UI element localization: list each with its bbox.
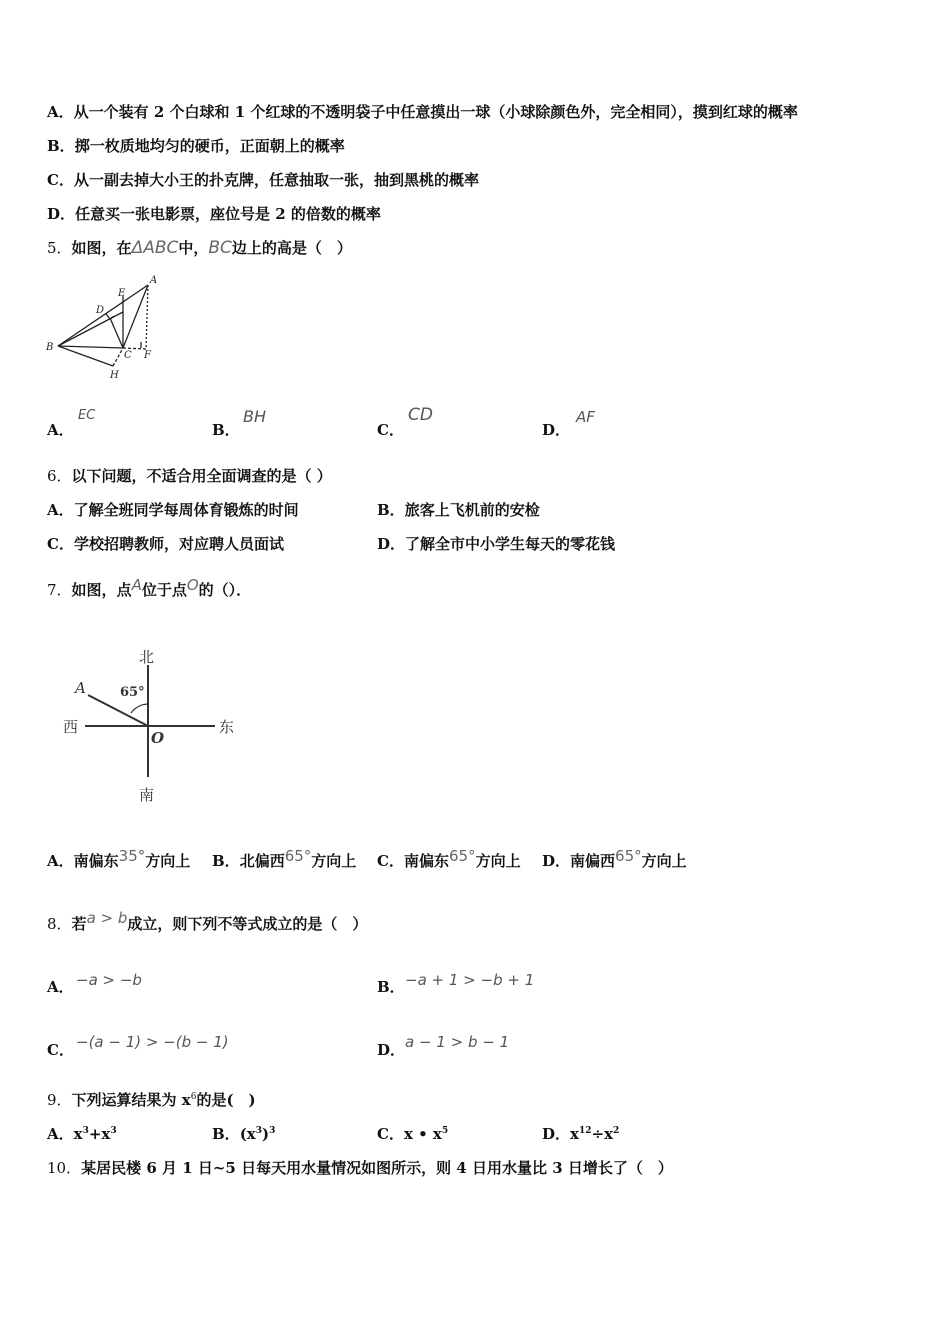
option-text: 从一个装有 2 个白球和 1 个红球的不透明袋子中任意摸出一球（小球除颜色外，完全相同），摸到红球的概率 xyxy=(73,103,798,121)
option-angle: 65° xyxy=(615,847,642,865)
option-label: B． xyxy=(377,501,405,519)
label-b: B xyxy=(46,342,54,353)
q8-option-c-value: −(a − 1) > −(b − 1) xyxy=(76,1033,229,1051)
stem-text: 成立，则下列不等式成立的是（ ） xyxy=(127,915,368,933)
option-label: D． xyxy=(542,852,571,870)
q6-option-a[interactable] xyxy=(47,500,299,520)
label-east: 东 xyxy=(219,718,235,736)
q7-stem xyxy=(47,576,252,600)
option-text: 方向上 xyxy=(475,852,521,870)
q7-option-c[interactable] xyxy=(377,847,521,871)
label-west: 西 xyxy=(63,718,79,736)
q8-option-b[interactable] xyxy=(377,977,405,997)
math-point-a: A xyxy=(131,576,142,594)
option-label: A． xyxy=(47,978,74,996)
option-op: ÷x xyxy=(591,1125,614,1143)
option-label: C． xyxy=(377,852,404,870)
q8-stem xyxy=(47,909,368,934)
q7-option-a[interactable] xyxy=(47,847,191,871)
q8-option-a[interactable] xyxy=(47,977,74,997)
option-angle: 65° xyxy=(284,847,312,865)
stem-text: 的（）． xyxy=(198,581,252,599)
option-base: (x xyxy=(239,1125,256,1143)
angle-arc xyxy=(131,704,148,713)
option-text: 方向上 xyxy=(641,852,687,870)
q5-stem xyxy=(47,238,352,258)
line-af xyxy=(146,285,148,349)
label-a: A xyxy=(150,275,158,286)
exponent: 3 xyxy=(110,1126,117,1136)
q8-option-c[interactable] xyxy=(47,1040,74,1060)
stem-text: 如图，点 xyxy=(71,581,132,599)
math-condition: a > b xyxy=(86,909,128,927)
option-label: B． xyxy=(47,137,75,155)
exponent: 3 xyxy=(82,1126,89,1136)
math-side: BC xyxy=(208,238,232,258)
label-d: D xyxy=(96,305,105,316)
option-op: ) xyxy=(262,1125,270,1143)
option-label: C． xyxy=(377,421,404,439)
stem-text: 若 xyxy=(71,915,87,933)
question-number: 6． xyxy=(47,467,72,485)
math-point-o: O xyxy=(186,576,199,594)
line-ca xyxy=(123,285,148,348)
q5-option-b[interactable] xyxy=(212,420,240,440)
line-dc xyxy=(110,318,123,348)
exponent: 6 xyxy=(190,1092,197,1102)
q8-option-d[interactable] xyxy=(377,1040,405,1060)
question-number: 8． xyxy=(47,915,72,933)
option-text: 学校招聘教师，对应聘人员面试 xyxy=(73,535,284,553)
q9-stem xyxy=(47,1090,256,1110)
q10-stem xyxy=(47,1158,673,1178)
stem-text: 如图，在 xyxy=(71,239,132,257)
q8-option-b-value: −a + 1 > −b + 1 xyxy=(405,971,535,989)
q6-option-d[interactable] xyxy=(377,534,615,554)
label-north: 北 xyxy=(139,648,155,666)
stem-text: 以下问题，不适合用全面调查的是（ ） xyxy=(71,467,332,485)
exponent: 5 xyxy=(441,1126,449,1136)
option-base: x xyxy=(570,1125,579,1143)
option-base: x • x xyxy=(403,1125,442,1143)
option-text: 掷一枚质地均匀的硬币，正面朝上的概率 xyxy=(74,137,345,155)
line-bc xyxy=(58,346,123,348)
label-south: 南 xyxy=(139,786,155,804)
q9-option-c[interactable] xyxy=(377,1124,448,1144)
q5-option-d-value: AF xyxy=(576,408,595,426)
option-text: 了解全班同学每周体育锻炼的时间 xyxy=(73,501,299,519)
q9-option-b[interactable] xyxy=(212,1124,275,1144)
option-base: x xyxy=(73,1125,83,1143)
option-label: C． xyxy=(47,171,74,189)
option-label: A． xyxy=(47,501,74,519)
exponent: 12 xyxy=(578,1126,592,1136)
option-label: C． xyxy=(377,1125,404,1143)
q5-option-a[interactable] xyxy=(47,420,74,440)
q7-compass-figure xyxy=(55,640,255,810)
option-text: 北偏西 xyxy=(239,852,285,870)
option-text: 南偏东 xyxy=(403,852,449,870)
exponent: 3 xyxy=(255,1126,262,1136)
q4-option-a[interactable] xyxy=(47,102,798,122)
label-e: E xyxy=(118,288,126,299)
option-op: +x xyxy=(88,1125,111,1143)
option-text: 从一副去掉大小王的扑克牌，任意抽取一张，抽到黑桃的概率 xyxy=(73,171,479,189)
option-label: D． xyxy=(47,205,76,223)
q6-option-b[interactable] xyxy=(377,500,540,520)
q8-option-a-value: −a > −b xyxy=(76,971,142,989)
label-c: C xyxy=(124,350,132,361)
option-text: 了解全市中小学生每天的零花钱 xyxy=(405,535,616,553)
option-text: 方向上 xyxy=(311,852,357,870)
option-label: D． xyxy=(542,421,571,439)
q4-option-c[interactable] xyxy=(47,170,479,190)
stem-text: 的是( ) xyxy=(196,1091,256,1109)
exponent: 3 xyxy=(269,1126,276,1136)
question-number: 7． xyxy=(47,581,72,599)
option-text: 任意买一张电影票，座位号是 2 的倍数的概率 xyxy=(75,205,381,223)
option-label: B． xyxy=(212,1125,240,1143)
option-angle: 65° xyxy=(448,847,476,865)
q5-option-b-value: BH xyxy=(243,407,267,426)
stem-text: 某居民楼 6 月 1 日~5 日每天用水量情况如图所示，则 4 日用水量比 3 日增长了（ ） xyxy=(81,1159,673,1177)
q5-option-c-value: CD xyxy=(408,405,433,425)
q9-option-d[interactable] xyxy=(542,1124,619,1144)
q7-option-b[interactable] xyxy=(212,847,357,871)
exponent: 2 xyxy=(613,1126,620,1136)
option-text: 南偏西 xyxy=(570,852,616,870)
option-label: B． xyxy=(212,421,240,439)
line-hc xyxy=(113,348,123,366)
option-text: 方向上 xyxy=(145,852,191,870)
option-label: D． xyxy=(377,535,406,553)
option-label: B． xyxy=(212,852,240,870)
label-a: A xyxy=(75,679,86,697)
option-label: A． xyxy=(47,421,74,439)
q7-option-d[interactable] xyxy=(542,847,687,871)
stem-text: 中， xyxy=(178,239,209,257)
option-label: A． xyxy=(47,1125,74,1143)
option-label: C． xyxy=(47,1041,74,1059)
label-angle: 65° xyxy=(120,685,145,700)
stem-text: 边上的高是（ ） xyxy=(231,239,352,257)
option-text: 南偏东 xyxy=(73,852,119,870)
line-bh xyxy=(58,346,113,366)
line-cf xyxy=(123,348,146,349)
math-triangle: ΔABC xyxy=(131,238,179,258)
q4-option-d[interactable] xyxy=(47,204,381,224)
question-number: 9． xyxy=(47,1091,72,1109)
q4-option-b[interactable] xyxy=(47,136,345,156)
q5-option-c[interactable] xyxy=(377,420,404,440)
option-label: A． xyxy=(47,103,74,121)
option-text: 旅客上飞机前的安检 xyxy=(404,501,540,519)
option-label: D． xyxy=(542,1125,571,1143)
q5-option-d[interactable] xyxy=(542,420,570,440)
label-h: H xyxy=(110,370,119,381)
label-o: O xyxy=(151,729,165,747)
option-label: D． xyxy=(377,1041,406,1059)
q5-triangle-figure xyxy=(40,272,170,387)
stem-text: 下列运算结果为 x xyxy=(71,1091,191,1109)
q5-option-a-value: EC xyxy=(78,408,96,423)
option-label: C． xyxy=(47,535,74,553)
option-label: B． xyxy=(377,978,405,996)
option-label: A． xyxy=(47,852,74,870)
q8-option-d-value: a − 1 > b − 1 xyxy=(405,1033,510,1051)
stem-text: 位于点 xyxy=(141,581,187,599)
option-angle: 35° xyxy=(118,847,146,865)
right-angle-mark-d xyxy=(106,314,114,319)
label-f: F xyxy=(144,350,151,361)
question-number: 10． xyxy=(47,1159,82,1177)
q6-stem xyxy=(47,466,332,486)
question-number: 5． xyxy=(47,239,72,257)
q6-option-c[interactable] xyxy=(47,534,284,554)
q9-option-a[interactable] xyxy=(47,1124,117,1144)
